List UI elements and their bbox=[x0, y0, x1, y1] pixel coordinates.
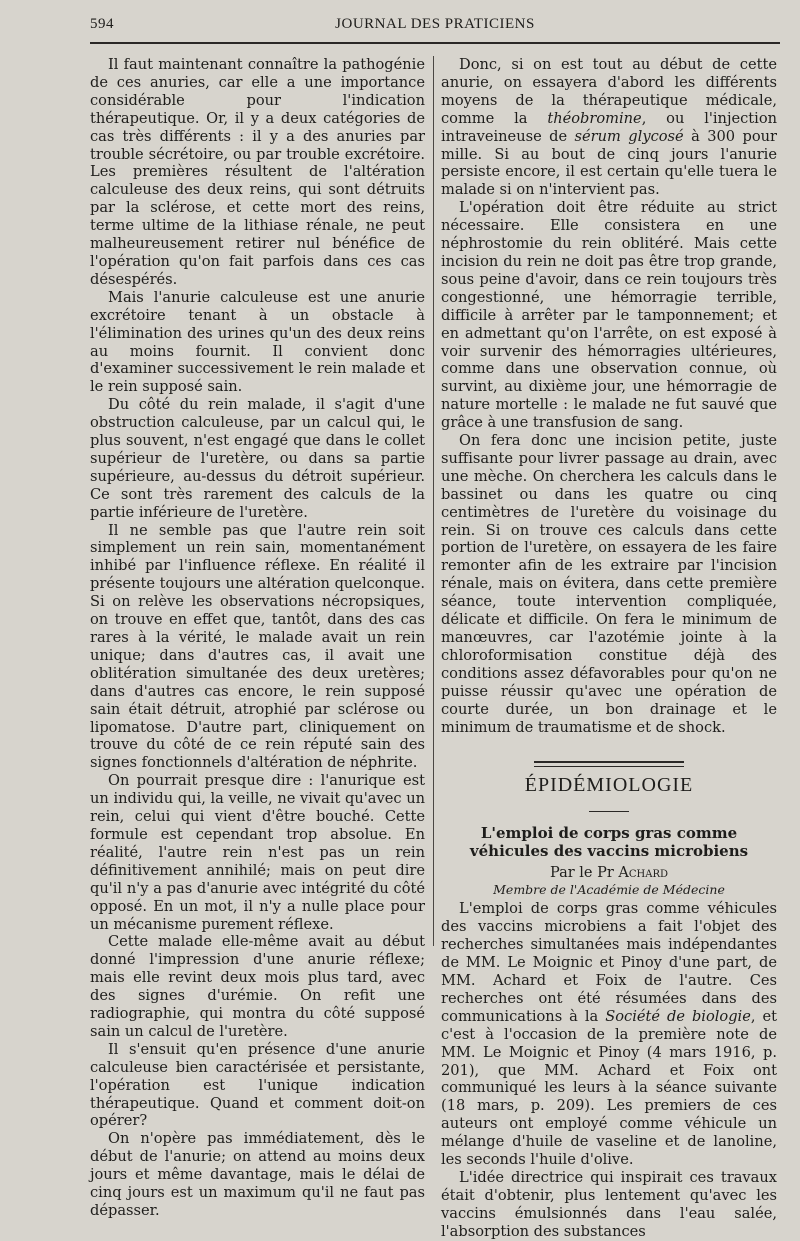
paragraph: L'opération doit être réduite au strict nécessaire. Elle consistera en une néphrostomie du rein oblitéré. Mais cette incision du rein ne doit pas être trop grande, sous peine d'avoir, dans ce rein toujours très congestionné, une hémorragie terrible, difficile à arrêter par le tamponnement; et en admettant qu'on l'arrête, on est exposé à voir survenir des hémorragies ultérieures, comme dans une observation connue, où survint, au dixième jour, une hémorragie de nature mortelle : le malade ne fut sauvé que grâce à une transfusion de sang. bbox=[441, 199, 777, 432]
paragraph: L'idée directrice qui inspirait ces travaux était d'obtenir, plus lentement qu'avec les vaccins émulsionnés dans l'eau salée, l'absorption des substances bbox=[441, 1168, 777, 1240]
italic-term: Société de biologie bbox=[605, 1007, 751, 1025]
page-number: 594 bbox=[90, 16, 114, 32]
article-title: L'emploi de corps gras comme véhicules des vaccins microbiens bbox=[469, 824, 749, 861]
journal-title: JOURNAL DES PRATICIENS bbox=[335, 16, 535, 32]
author-name: Achard bbox=[618, 865, 669, 882]
column-divider bbox=[433, 56, 434, 946]
paragraph: On pourrait presque dire : l'anurique est un individu qui, la veille, ne vivait qu'avec un rein, celui qui vient d'être bouché. Cette formule est cependant trop absolue. En réalité, l'autre rein n'est pas un rein définitivement annihilé; mais on peut dire qu'il n'y a pas d'anurie avec intégrité du côté opposé. En un mot, il n'y a nulle place pour un mécanisme purement réflexe. bbox=[90, 772, 425, 933]
right-column bbox=[441, 56, 777, 1241]
paragraph: Il ne semble pas que l'autre rein soit simplement un rein sain, momentanément inhibé par l'influence réflexe. En réalité il présente toujours une altération quelconque. Si on relève les observations nécropsiques, on trouve en effet que, tantôt, dans des cas rares à la vérité, le malade avait un rein unique; dans d'autres cas, il avait une oblitération simultanée des deux uretères; dans d'autres cas encore, le rein supposé sain était détruit, atrophié par sclérose ou lipomatose. D'autre part, cliniquement on trouve du côté de ce rein réputé sain des signes fonctionnels d'altération de néphrite. bbox=[90, 521, 425, 772]
author-affiliation: Membre de l'Académie de Médecine bbox=[493, 882, 725, 898]
paragraph: Il s'ensuit qu'en présence d'une anurie calculeuse bien caractérisée et persistante, l'opération est l'unique indication thérapeutique. Quand et comment doit-on opérer? bbox=[90, 1040, 425, 1130]
paragraph: Il faut maintenant connaître la pathogénie de ces anuries, car elle a une importance considérable pour l'indication thérapeutique. Or, il y a deux catégories de cas très différents : il y a des anuries par trouble sécrétoire, ou par trouble excrétoire. Les premières résultent de l'altération calculeuse des deux reins, qui sont détruits par la sclérose, et cette mort des reins, terme ultime de la lithiase rénale, ne peut malheureusement retirer nul bénéfice de l'opération qu'on fait parfois dans ces cas désespérés. bbox=[90, 56, 425, 288]
paragraph: Donc, si on est tout au début de cette anurie, on essayera d'abord les différents moyens de la thérapeutique médicale, comme la théobromine, ou l'injection intraveineuse de sérum glycosé à 300 pour mille. Si au bout de cinq jours l'anurie persiste encore, il est certain qu'elle tuera le malade si on n'intervient pas. bbox=[441, 56, 778, 199]
paragraph: L'emploi de corps gras comme véhicules des vaccins microbiens a fait l'objet des recherches simultanées mais indépendantes de MM. Le Moignic et Pinoy d'une part, de MM. Achard et Foix de l'autre. Ces recherches ont été résumées dans des communications à la Société de biologie, et c'est à l'occasion de la première note de MM. Le Moignic et Pinoy (4 mars 1916, p. 201), que MM. Achard et Foix ont communiqué les leurs à la séance suivante (18 mars, p. 209). Les premiers de ces auteurs ont employé comme véhicule un mélange d'huile de vaseline et de lanoline, les seconds l'huile d'olive. bbox=[441, 900, 777, 1169]
paragraph: Mais l'anurie calculeuse est une anurie excrétoire tenant à un obstacle à l'élimination des urines qu'un des deux reins au moins fournit. Il convient donc d'examiner successivement le rein malade et le rein supposé sain. bbox=[90, 288, 425, 396]
section-separator bbox=[534, 761, 684, 767]
italic-term: sérum glycosé bbox=[574, 127, 684, 145]
section-rule bbox=[589, 811, 629, 812]
paragraph: Du côté du rein malade, il s'agit d'une obstruction calculeuse, par un calcul qui, le plus souvent, n'est engagé que dans le collet supérieur de l'uretère, ou dans sa partie supérieure, au-dessus du détroit supérieur. Ce sont très rarement des calculs de la partie inférieure de l'uretère. bbox=[90, 396, 425, 521]
page-header bbox=[90, 16, 780, 40]
italic-term: théobromine bbox=[547, 109, 642, 127]
byline: Par le Pr Achard bbox=[549, 865, 669, 882]
paragraph: On fera donc une incision petite, juste suffisante pour livrer passage au drain, avec une mèche. On cherchera les calculs dans le bassinet ou dans les quatre ou cinq centimètres de l'uretère du voisinage du rein. Si on trouve ces calculs dans cette portion de l'uretère, on essayera de les faire remonter afin de les extraire par l'incision rénale, mais on évitera, dans cette première séance, toute intervention compliquée, délicate et difficile. On fera le minimum de manœuvres, car l'azotémie jointe à la chloroformisation constitue déjà des conditions assez défavorables pour qu'on ne puisse réussir qu'avec une opération de courte durée, un bon drainage et le minimum de traumatisme et de shock. bbox=[441, 432, 777, 736]
paragraph: On n'opère pas immédiatement, dès le début de l'anurie; on attend au moins deux jours et même davantage, mais le délai de cinq jours est un maximum qu'il ne faut pas dépasser. bbox=[90, 1130, 425, 1219]
left-column bbox=[90, 56, 425, 1220]
section-title: ÉPIDÉMIOLOGIE bbox=[524, 774, 694, 797]
header-rule bbox=[90, 42, 780, 44]
paragraph: Cette malade elle-même avait au début donné l'impression d'une anurie réflexe; mais elle revint deux mois plus tard, avec des signes d'urémie. On refit une radiographie, qui montra du côté supposé sain un calcul de l'uretère. bbox=[90, 933, 425, 1040]
